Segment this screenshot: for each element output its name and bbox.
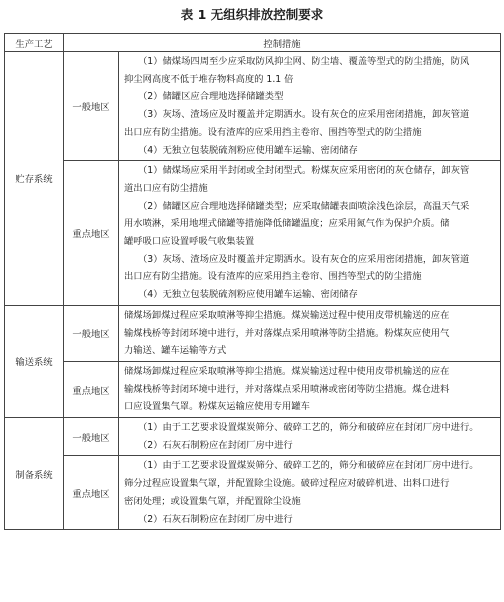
measures-cell [119, 361, 501, 417]
area-key: 重点地区 [64, 361, 119, 417]
measure-line: （2）石灰石制粉应在封闭厂房中进行 [138, 513, 293, 525]
header-measures: 控制措施 [64, 34, 501, 52]
measure-line: （3）灰场、渣场应及时覆盖并定期洒水。设有灰仓的应采用密闭措施，卸灰管道 [138, 109, 470, 121]
area-general: 一般地区 [64, 418, 119, 456]
area-general: 一般地区 [64, 52, 119, 161]
measure-line: （2）储罐区应合理地选择储罐类型 [138, 91, 284, 103]
measure-line: 抑尘网高度不低于堆存物料高度的 1.1 倍 [124, 73, 294, 85]
table-row [5, 456, 501, 530]
section-preparation: 制备系统 [5, 418, 64, 530]
measure-line: （2）石灰石制粉应在封闭厂房中进行 [138, 439, 293, 451]
measure-line: 储煤场卸煤过程应采取喷淋等抑尘措施。煤炭输送过程中使用皮带机输送的应在 [124, 365, 450, 377]
header-process: 生产工艺 [5, 34, 64, 52]
table-header-row [5, 34, 501, 52]
area-key: 重点地区 [64, 456, 119, 530]
measures-cell [119, 161, 501, 306]
measure-line: 出口应有防尘措施。设有渣库的应采用挡主卷帘、围挡等型式的防尘措施 [124, 271, 422, 283]
measure-line: 道出口应有防尘措施 [124, 182, 208, 194]
measure-line: 出口应有防尘措施。设有渣库的应采用挡主卷帘、围挡等型式的防尘措施 [124, 126, 422, 138]
table-row [5, 418, 501, 456]
measures-cell [119, 305, 501, 361]
table-row [5, 361, 501, 417]
measure-line: （2）储罐区应合理地选择储罐类型；应采取储罐表面喷涂浅色涂层，高温天气采 [138, 200, 470, 212]
section-conveying: 输送系统 [5, 305, 64, 417]
measure-line: 用水喷淋，采用地埋式储罐等措施降低储罐温度；应采用氮气作为保护介质。储 [124, 218, 450, 230]
area-key: 重点地区 [64, 161, 119, 306]
measures-cell [119, 456, 501, 530]
measures-cell [119, 418, 501, 456]
section-storage: 贮存系统 [5, 52, 64, 306]
measure-line: 口应设置集气罩。粉煤灰运输应使用专用罐车 [124, 401, 310, 413]
measure-line: 输煤栈桥等封闭环境中进行，并对落煤点采用喷淋等防尘措施。粉煤灰应使用气 [124, 327, 450, 339]
table-row [5, 52, 501, 161]
measure-line: （1）储煤场应采用半封闭或全封闭型式。粉煤灰应采用密闭的灰仓储存，卸灰管 [138, 165, 470, 177]
measure-line: 储煤场卸煤过程应采取喷淋等抑尘措施。煤炭输送过程中使用皮带机输送的应在 [124, 309, 450, 321]
measures-cell [119, 52, 501, 161]
measure-line: （1）由于工艺要求设置煤炭筛分、破碎工艺的，筛分和破碎应在封闭厂房中进行。 [138, 460, 479, 472]
measure-line: （1）储煤场四周至少应采取防风抑尘网、防尘墙、覆盖等型式的防尘措施，防风 [138, 56, 470, 67]
measure-line: （4）无独立包装脱硫剂粉应使用罐车运输、密闭储存 [138, 144, 358, 156]
measure-line: 输煤栈桥等封闭环境中进行，并对落煤点采用喷淋或密闭等防尘措施。煤仓进料 [124, 383, 450, 395]
measure-line: 罐呼吸口应设置呼吸气收集装置 [124, 236, 255, 248]
measure-line: 力输送、罐车运输等方式 [124, 345, 227, 357]
measure-line: （4）无独立包装脱硫剂粉应使用罐车运输、密闭储存 [138, 289, 358, 301]
emission-control-table [4, 33, 501, 530]
area-general: 一般地区 [64, 305, 119, 361]
measure-line: 密闭处理；或设置集气罩，并配置除尘设施 [124, 495, 301, 507]
table-title: 表 1 无组织排放控制要求 [180, 7, 324, 22]
measure-line: （1）由于工艺要求设置煤炭筛分、破碎工艺的，筛分和破碎应在封闭厂房中进行。 [138, 422, 479, 434]
table-row [5, 161, 501, 306]
measure-line: （3）灰场、渣场应及时覆盖并定期洒水。设有灰仓的应采用密闭措施，卸灰管道 [138, 253, 470, 265]
measure-line: 筛分过程应设置集气罩，并配置除尘设施。破碎过程应对破碎机进、出料口进行 [124, 478, 450, 490]
table-row [5, 305, 501, 361]
